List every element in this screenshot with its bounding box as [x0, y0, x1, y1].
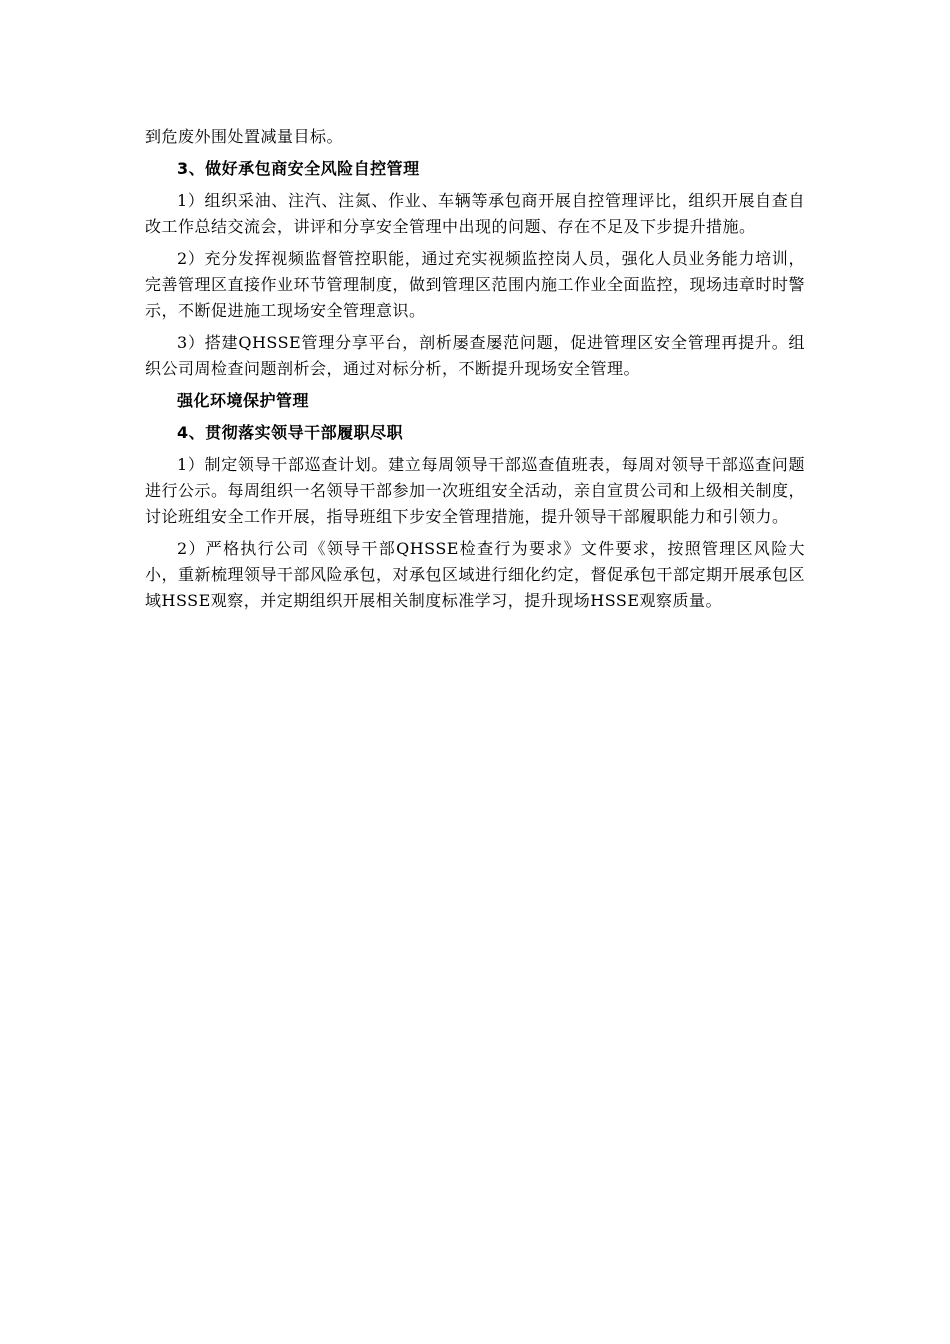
paragraph-3-1: 1）组织采油、注汽、注氮、作业、车辆等承包商开展自控管理评比，组织开展自查自改工作总结交流会，讲评和分享安全管理中出现的问题、存在不足及下步提升措施。: [145, 191, 805, 236]
section-heading-environment: 强化环境保护管理: [177, 391, 310, 410]
paragraph-4-1: 1）制定领导干部巡查计划。建立每周领导干部巡查值班表，每周对领导干部巡查问题进行公示。每周组织一名领导干部参加一次班组安全活动，亲自宣贯公司和上级相关制度，讨论班组安全工作开展，指导班组下步安全管理措施，提升领导干部履职能力和引领力。: [145, 455, 806, 526]
document-body: [145, 124, 805, 620]
section-heading-4: 4、贯彻落实领导干部履职尽职: [177, 423, 404, 442]
paragraph-3-3: 3）搭建QHSSE管理分享平台，剖析屡查屡范问题，促进管理区安全管理再提升。组织公司周检查问题剖析会，通过对标分析，不断提升现场安全管理。: [145, 333, 805, 378]
paragraph-continuation: 到危废外围处置减量目标。: [145, 127, 344, 146]
paragraph-4-2: 2）严格执行公司《领导干部QHSSE检查行为要求》文件要求，按照管理区风险大小，重新梳理领导干部风险承包，对承包区域进行细化约定，督促承包干部定期开展承包区域HSSE观察，并定期组织开展相关制度标准学习，提升现场HSSE观察质量。: [145, 539, 806, 610]
paragraph-3-2: 2）充分发挥视频监督管控职能，通过充实视频监控岗人员，强化人员业务能力培训，完善管理区直接作业环节管理制度，做到管理区范围内施工作业全面监控，现场违章时时警示，不断促进施工现场安全管理意识。: [145, 249, 806, 320]
section-heading-3: 3、做好承包商安全风险自控管理: [177, 159, 420, 178]
